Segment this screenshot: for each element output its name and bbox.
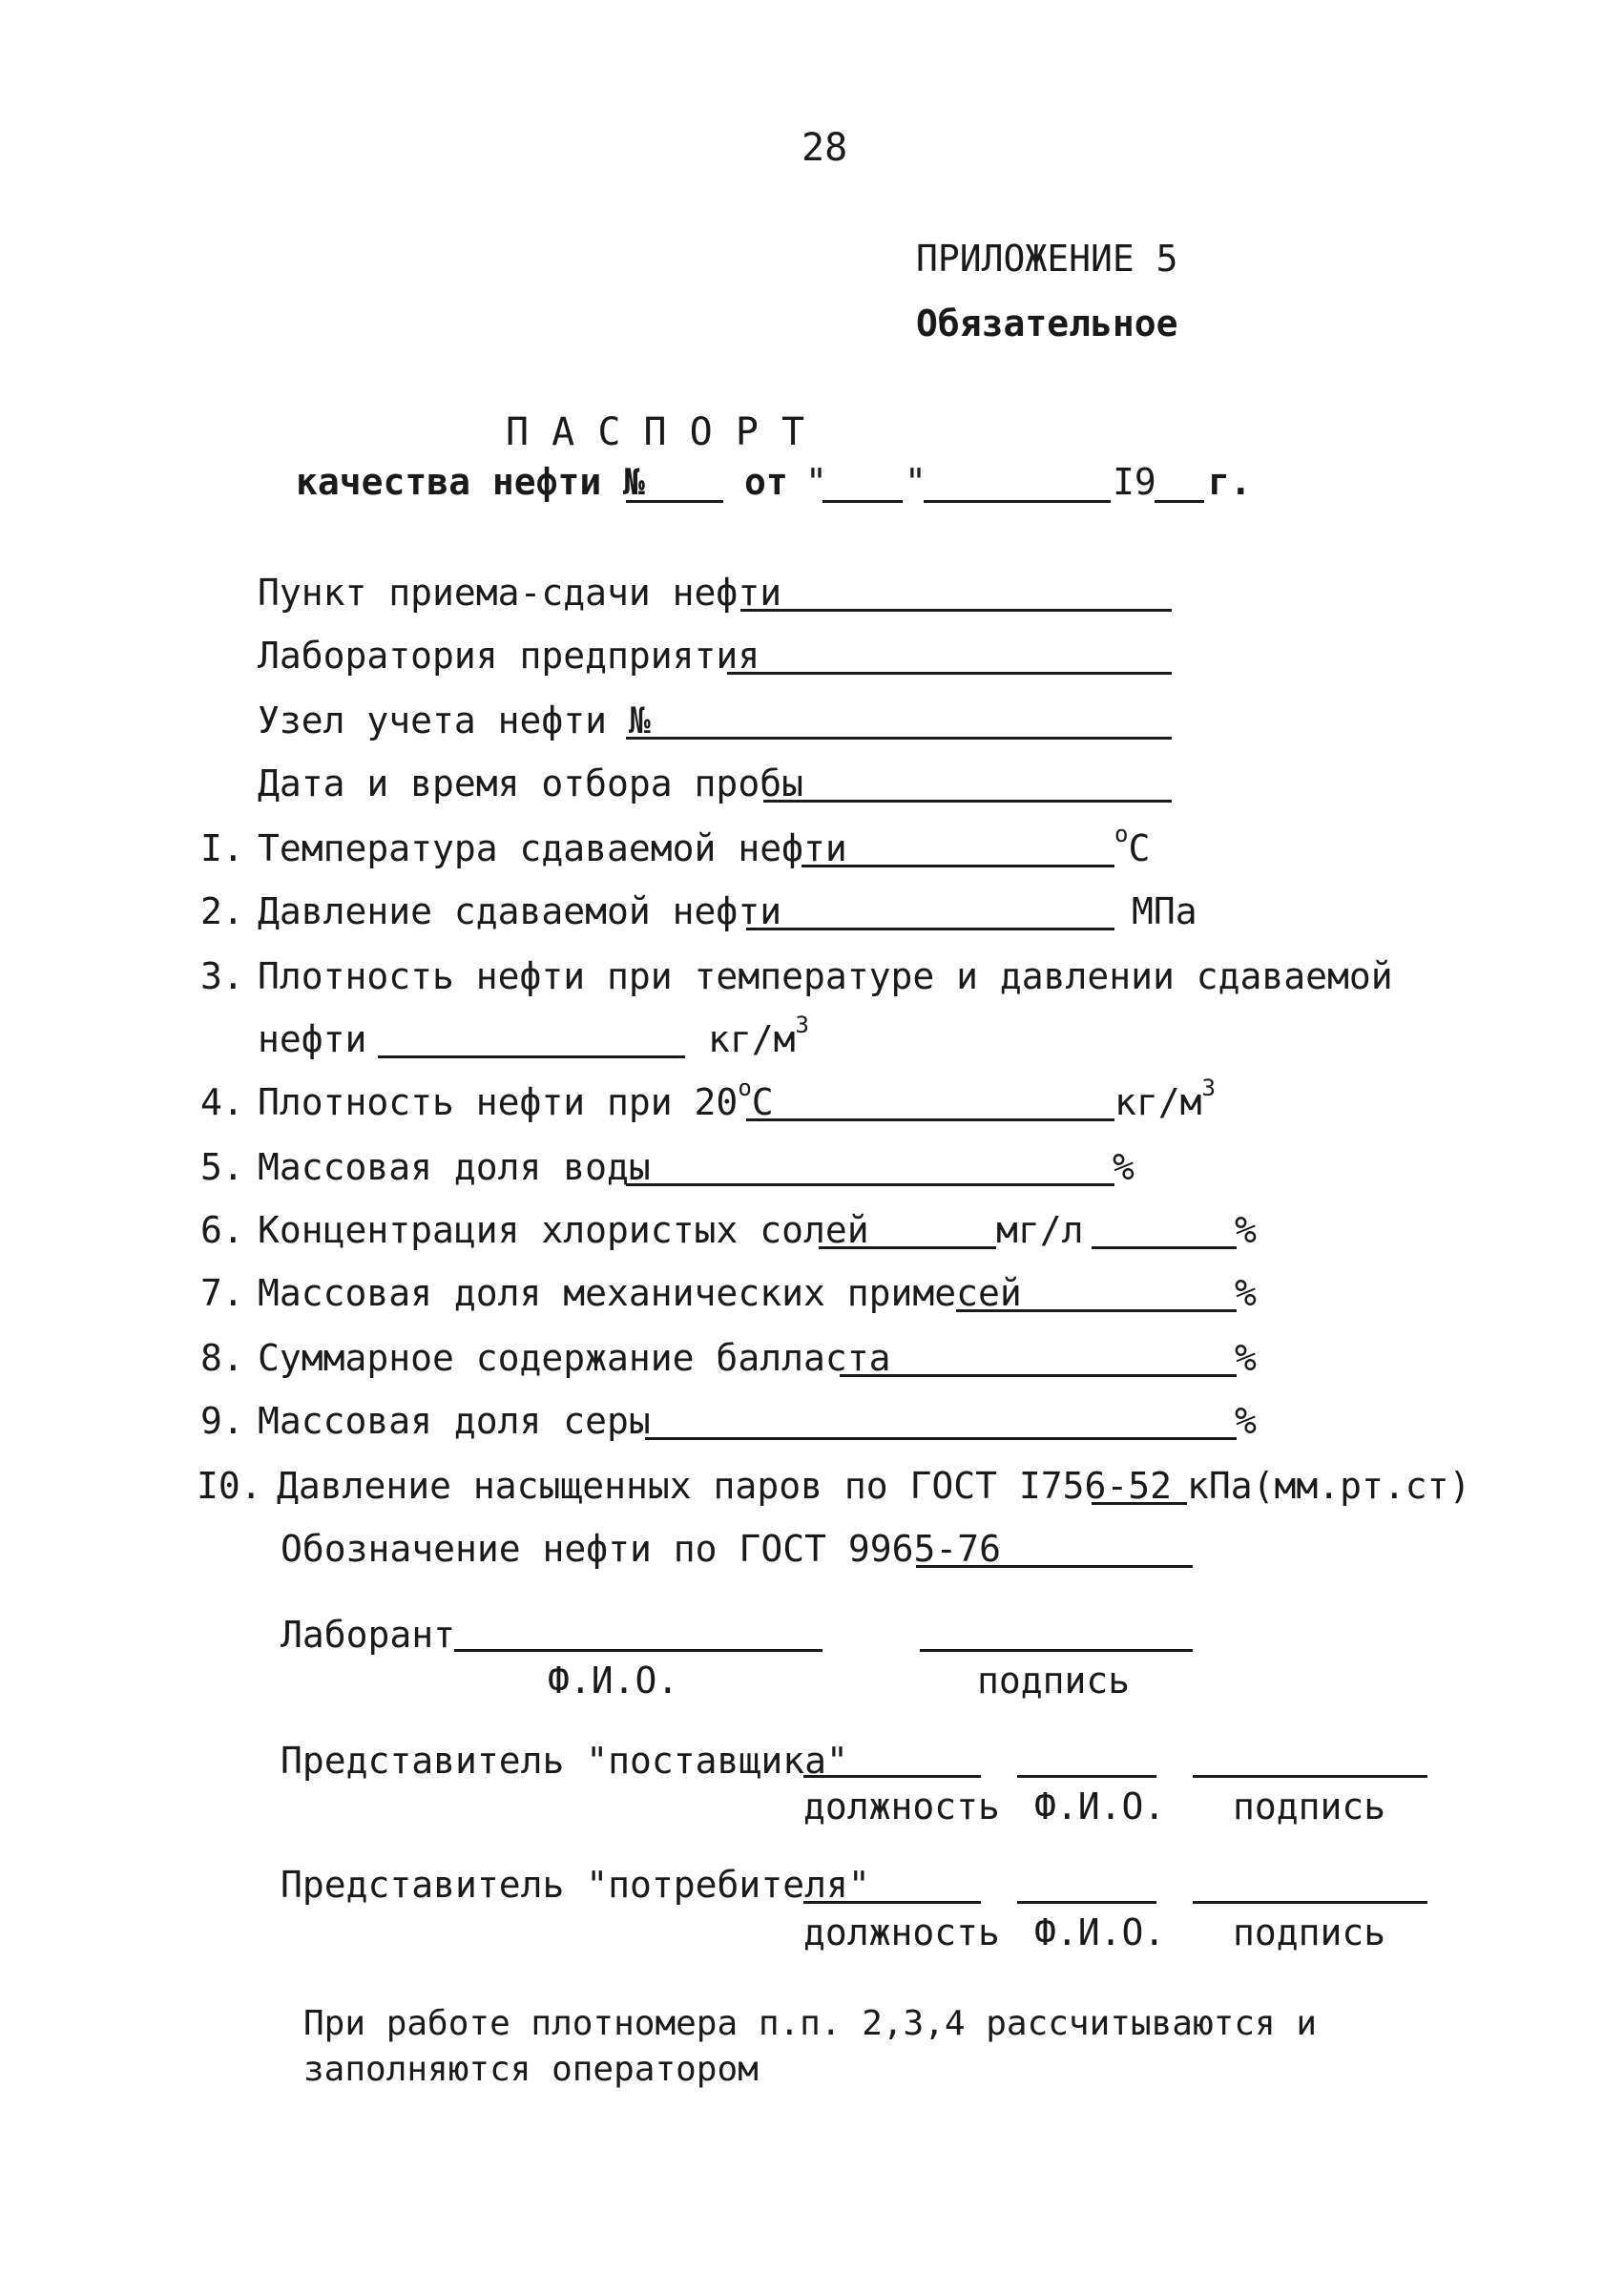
supplier-signature-input[interactable] bbox=[1193, 1775, 1427, 1778]
item-2-number: 2. bbox=[200, 890, 244, 932]
item-1-unit-sup: o bbox=[1114, 821, 1129, 848]
field-point-input[interactable] bbox=[740, 609, 1172, 612]
item-8-number: 8. bbox=[200, 1337, 244, 1379]
item-7-label: Массовая доля механических примесей bbox=[258, 1272, 1022, 1314]
passport-subtitle-number-label: качества нефти № bbox=[296, 461, 646, 503]
item-8-input[interactable] bbox=[840, 1374, 1237, 1377]
item-6-input-mgl[interactable] bbox=[819, 1246, 996, 1249]
item-8-label: Суммарное содержание балласта bbox=[258, 1337, 891, 1379]
consumer-fio-caption: Ф.И.О. bbox=[1034, 1911, 1166, 1953]
item-3-input[interactable] bbox=[378, 1055, 685, 1058]
item-3-label-line2: нефти bbox=[258, 1018, 367, 1060]
item-3-label-line1: Плотность нефти при температуре и давлении сдаваемой bbox=[258, 955, 1393, 997]
page-number: 28 bbox=[802, 126, 848, 170]
field-label-laboratory: Лаборатория предприятия bbox=[258, 635, 760, 677]
item-10-number: I0. bbox=[197, 1465, 262, 1507]
appendix-status: Обязательное bbox=[916, 303, 1178, 345]
supplier-label: Представитель "поставщика" bbox=[281, 1740, 848, 1782]
item-3-unit-sup: 3 bbox=[795, 1012, 809, 1039]
item-4-unit bbox=[1114, 1075, 1216, 1124]
item-5-label: Массовая доля воды bbox=[258, 1146, 651, 1188]
item-6-number: 6. bbox=[200, 1209, 244, 1251]
item-10-label: Давление насыщенных паров по ГОСТ I756-52 bbox=[277, 1465, 1172, 1507]
consumer-fio-input[interactable] bbox=[1017, 1901, 1156, 1904]
consumer-signature-caption: подпись bbox=[1233, 1911, 1386, 1953]
item-9-input[interactable] bbox=[645, 1437, 1237, 1440]
supplier-signature-caption: подпись bbox=[1233, 1785, 1386, 1827]
lab-assistant-fio-input[interactable] bbox=[454, 1649, 822, 1652]
item-6-unit-mgl: мг/л bbox=[996, 1209, 1084, 1251]
passport-year-suffix: г. bbox=[1208, 461, 1252, 503]
item-4-label bbox=[258, 1075, 774, 1124]
item-9-label: Массовая доля серы bbox=[258, 1400, 651, 1442]
designation-input[interactable] bbox=[916, 1565, 1193, 1568]
supplier-position-caption: должность bbox=[803, 1785, 1000, 1827]
field-laboratory-input[interactable] bbox=[727, 672, 1172, 675]
item-5-unit: % bbox=[1113, 1146, 1135, 1188]
passport-month-field[interactable] bbox=[924, 500, 1111, 503]
item-9-unit: % bbox=[1235, 1400, 1257, 1442]
field-label-metering: Узел учета нефти № bbox=[258, 700, 651, 741]
lab-assistant-signature-caption: подпись bbox=[977, 1660, 1131, 1702]
passport-year-field[interactable] bbox=[1155, 500, 1204, 503]
passport-quote-open: " bbox=[805, 461, 827, 503]
item-3-unit bbox=[708, 1012, 809, 1061]
item-1-number: I. bbox=[200, 827, 244, 869]
consumer-position-input[interactable] bbox=[803, 1901, 981, 1904]
field-label-point: Пункт приема-сдачи нефти bbox=[258, 572, 782, 614]
note-line-1: При работе плотномера п.п. 2,3,4 рассчитываются и bbox=[303, 2004, 1318, 2043]
lab-assistant-signature-input[interactable] bbox=[920, 1649, 1193, 1652]
lab-assistant-fio-caption: Ф.И.О. bbox=[548, 1660, 679, 1702]
item-2-label: Давление сдаваемой нефти bbox=[258, 890, 782, 932]
lab-assistant-label: Лаборант bbox=[281, 1614, 456, 1656]
item-8-unit: % bbox=[1235, 1337, 1257, 1379]
item-2-input[interactable] bbox=[746, 928, 1114, 930]
supplier-position-input[interactable] bbox=[803, 1775, 981, 1778]
item-5-input[interactable] bbox=[626, 1183, 1114, 1186]
item-9-number: 9. bbox=[200, 1400, 244, 1442]
item-7-input[interactable] bbox=[956, 1309, 1237, 1312]
consumer-position-caption: должность bbox=[803, 1911, 1000, 1953]
passport-quote-close: " bbox=[905, 461, 927, 503]
item-7-unit: % bbox=[1235, 1272, 1257, 1314]
item-1-label: Температура сдаваемой нефти bbox=[258, 827, 847, 869]
item-4-label-end: С bbox=[751, 1081, 774, 1123]
item-2-unit: МПа bbox=[1132, 890, 1197, 932]
consumer-signature-input[interactable] bbox=[1193, 1901, 1427, 1904]
consumer-label: Представитель "потребителя" bbox=[281, 1864, 870, 1906]
item-4-label-sup: о bbox=[738, 1075, 752, 1102]
passport-subtitle-from-label: от bbox=[744, 461, 788, 503]
item-1-unit-main: C bbox=[1128, 827, 1151, 869]
item-4-unit-main: кг/м bbox=[1114, 1081, 1202, 1123]
item-4-label-main: Плотность нефти при 20 bbox=[258, 1081, 739, 1123]
item-6-label: Концентрация хлористых солей bbox=[258, 1209, 869, 1251]
field-sampling-input[interactable] bbox=[763, 800, 1172, 803]
item-1-unit bbox=[1114, 821, 1151, 870]
field-label-sampling: Дата и время отбора пробы bbox=[258, 762, 803, 804]
field-metering-input[interactable] bbox=[626, 737, 1172, 740]
item-5-number: 5. bbox=[200, 1146, 244, 1188]
passport-year-prefix: I9 bbox=[1113, 461, 1156, 503]
item-3-unit-main: кг/м bbox=[708, 1018, 796, 1060]
item-4-unit-sup: 3 bbox=[1201, 1075, 1216, 1102]
supplier-fio-caption: Ф.И.О. bbox=[1034, 1785, 1166, 1827]
item-1-input[interactable] bbox=[802, 865, 1114, 867]
item-6-unit-percent: % bbox=[1235, 1209, 1257, 1251]
designation-label: Обозначение нефти по ГОСТ 9965-76 bbox=[281, 1528, 1001, 1570]
passport-day-field[interactable] bbox=[822, 500, 903, 503]
item-4-input[interactable] bbox=[746, 1118, 1114, 1121]
passport-title: П А С П О Р Т bbox=[506, 410, 805, 454]
item-6-input-percent[interactable] bbox=[1092, 1246, 1237, 1249]
item-10-input[interactable] bbox=[1092, 1502, 1187, 1505]
passport-number-field[interactable] bbox=[626, 500, 723, 503]
item-10-unit: кПа(мм.рт.ст) bbox=[1187, 1465, 1471, 1507]
item-7-number: 7. bbox=[200, 1272, 244, 1314]
supplier-fio-input[interactable] bbox=[1017, 1775, 1156, 1778]
appendix-title: ПРИЛОЖЕНИЕ 5 bbox=[916, 238, 1178, 280]
item-4-number: 4. bbox=[200, 1081, 244, 1123]
note-line-2: заполняются оператором bbox=[303, 2050, 759, 2089]
item-3-number: 3. bbox=[200, 955, 244, 997]
